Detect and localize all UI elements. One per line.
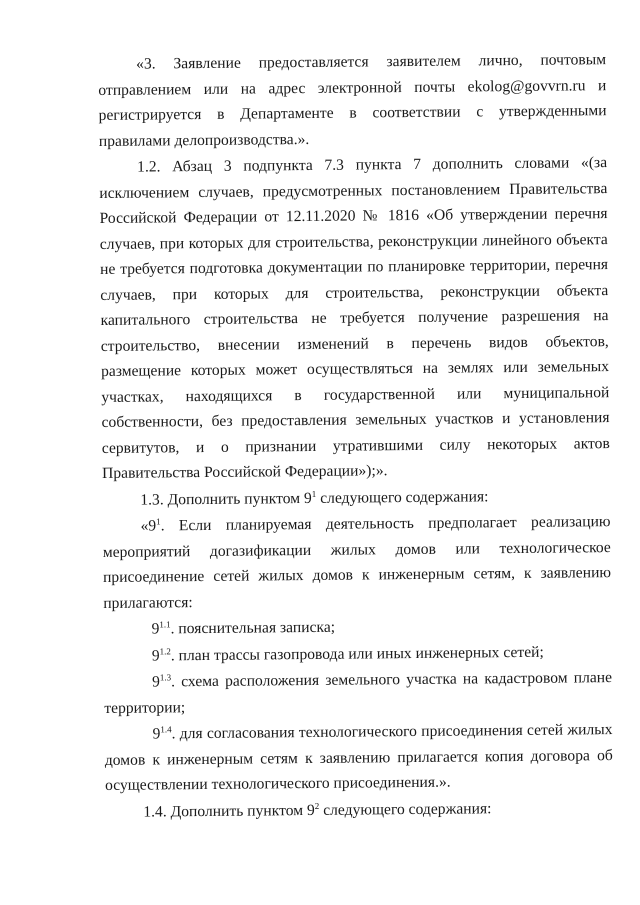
- list-item-text: . план трассы газопровода или иных инженерных сетей;: [170, 643, 544, 664]
- paragraph-1-2: 1.2. Абзац 3 подпункта 7.3 пункта 7 дополнить словами «(за исключением случаев, предусмотренных постановлением Правительства Российской Федерации от 12.11.2020 № 1816 «Об утверждении перечня случаев, при которых для строительства, реконструкции линейного объекта не требуется подготовка документации по планировке территории, перечня случаев, при которых для строительства, реконструкции объекта капитального строительства не требуется получение разрешения на строительство, внесении изменений в перечень видов объектов, размещение которых может осуществляться на землях или земельных участках, находящихся в государственной или муниципальной собственности, без предоставления земельных участков и установления сервитутов, и о признании утратившими силу некоторых актов Правительства Российской Федерации»);».: [99, 154, 610, 482]
- list-item-num: 9: [151, 673, 160, 691]
- list-item-num: 9: [152, 725, 161, 743]
- list-item-sup: 1.1: [159, 619, 171, 630]
- paragraph-1-3-text: 1.3. Дополнить пунктом 9: [140, 489, 312, 509]
- paragraph-1-3: [102, 483, 610, 513]
- paragraph-9-1-sup: 1: [156, 516, 161, 527]
- list-item-num: 9: [151, 646, 160, 665]
- paragraph-1-4: [105, 795, 613, 825]
- list-item-text: . для согласования технологического присоединения сетей жилых домов к инженерным сетям к заявлению прилагается копия договора об осуществлении технологического присоединения.».: [104, 721, 613, 794]
- paragraph-application-submission: «3. Заявление предоставляется заявителем лично, почтовым отправлением или на адрес электронной почты ekolog@govvrn.ru и регистрируется в Департаменте в соответствии с утвержденными правилами делопроизводства.».: [98, 51, 607, 150]
- paragraph-1-4-sup: 2: [314, 800, 320, 811]
- paragraph-1-4-text: 1.4. Дополнить пунктом 9: [143, 801, 315, 821]
- paragraph-9-1-text: . Если планируемая деятельность предполагает реализацию мероприятий догазификации жилых домов или технологическое присоединение сетей жилых домов к инженерным сетям, к заявлению прилагаются:: [102, 513, 612, 612]
- list-item-sup: 1.3: [159, 672, 172, 683]
- paragraph-1-4-tail: следующего содержания:: [319, 799, 492, 819]
- list-item-9-1-3: [104, 665, 612, 721]
- paragraph-9-1: [102, 509, 611, 616]
- list-item-sup: 1.2: [159, 645, 171, 656]
- list-item-num: 9: [151, 620, 160, 638]
- list-item-9-1-1: [103, 612, 611, 642]
- list-item-9-1-4: [104, 717, 613, 798]
- paragraph-1-3-sup: 1: [311, 488, 317, 499]
- list-item-text: . схема расположения земельного участка на кадастровом плане территории;: [104, 669, 613, 717]
- document-body: [98, 47, 613, 825]
- list-item-text: . пояснительная записка;: [170, 618, 336, 638]
- paragraph-9-1-num: «9: [140, 517, 157, 535]
- list-item-9-1-2: [104, 639, 612, 669]
- paragraph-1-3-tail: следующего содержания:: [316, 487, 489, 507]
- list-item-sup: 1.4: [160, 724, 172, 735]
